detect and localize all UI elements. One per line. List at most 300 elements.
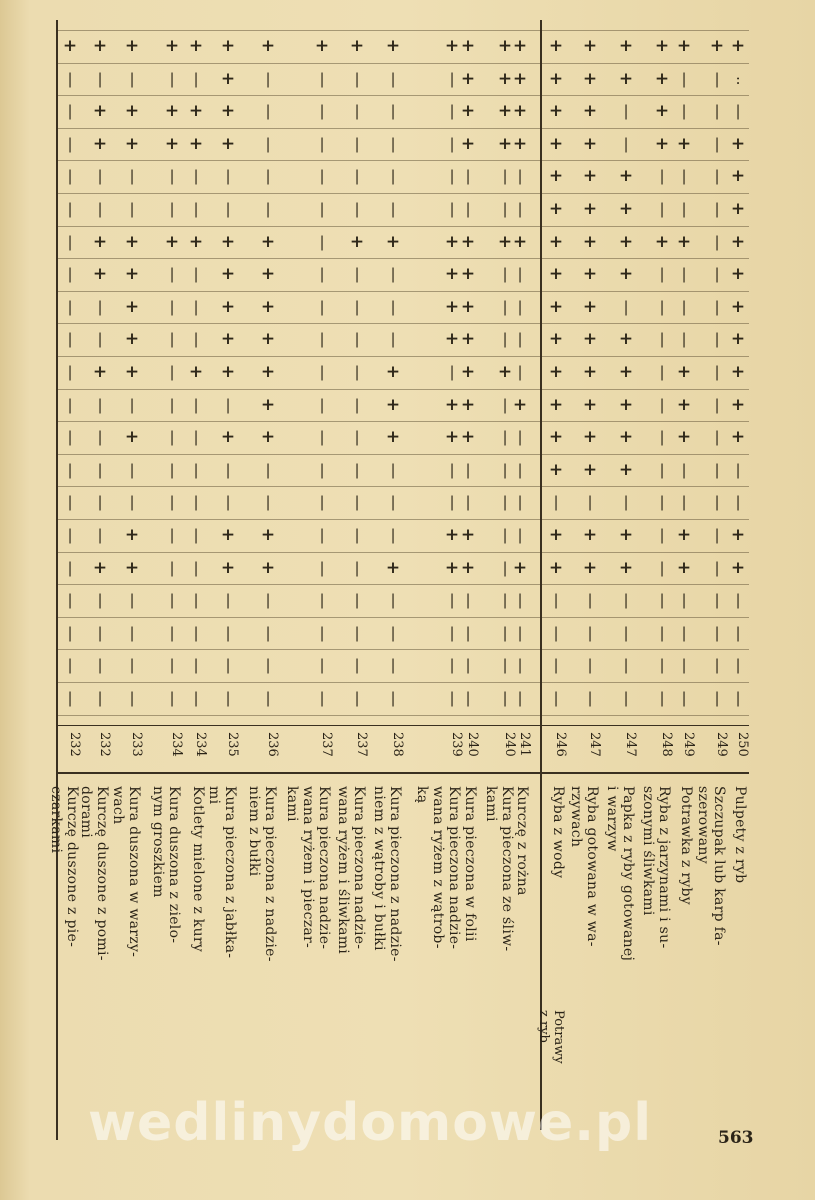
dash-mark: | (659, 265, 665, 284)
dash-mark: | (465, 689, 471, 707)
recipe-page-ref-cell (190, 732, 212, 792)
plus-mark: + (676, 525, 692, 545)
dash-mark: | (449, 623, 455, 642)
dash-mark: | (502, 297, 508, 316)
plus-mark: + (92, 101, 108, 122)
dash-mark: | (129, 167, 135, 186)
dash-mark: | (319, 526, 325, 544)
dish-name-line: Ryba z wody (550, 786, 566, 879)
dash-mark: | (390, 656, 396, 675)
dash-mark: | (390, 623, 396, 642)
plus-mark: + (582, 101, 598, 122)
plus-mark: + (164, 133, 180, 154)
row-divider (57, 128, 749, 129)
dash-mark: | (659, 330, 665, 349)
dash-mark: | (319, 363, 325, 381)
recipe-page-ref-cell (550, 732, 572, 792)
dash-mark: | (553, 689, 559, 707)
plus-mark: + (260, 329, 276, 350)
recipe-page-ref: 249 (681, 732, 696, 757)
dash-mark: | (354, 656, 360, 675)
dash-mark: | (681, 656, 687, 675)
plus-mark: + (124, 525, 140, 545)
plus-mark: + (460, 231, 476, 252)
dish-name-line: Kura pieczona nadzie- (351, 786, 367, 950)
dash-mark: | (319, 134, 325, 153)
dash-mark: | (390, 265, 396, 284)
dash-mark: | (449, 591, 455, 610)
dash-mark: | (169, 200, 175, 218)
dash-mark: | (225, 656, 231, 675)
dash-mark: | (714, 330, 720, 349)
dash-mark: | (354, 689, 360, 707)
dash-mark: | (681, 200, 687, 218)
dash-mark: | (169, 591, 175, 610)
recipe-page-ref: 237 (319, 732, 334, 757)
plus-mark: + (220, 231, 236, 252)
dash-mark: | (225, 623, 231, 642)
recipe-page-ref: 233 (129, 732, 144, 757)
row-divider (57, 389, 749, 390)
dash-mark: | (265, 493, 271, 512)
plus-mark: + (124, 296, 140, 317)
plus-mark: + (548, 36, 564, 56)
dash-mark: | (319, 232, 325, 251)
dish-name-line: nym groszkiem (150, 786, 166, 898)
plus-mark: + (730, 133, 746, 154)
plus-mark: + (497, 68, 513, 89)
dash-mark: | (319, 623, 325, 642)
row-divider (57, 715, 749, 716)
dash-mark: | (354, 330, 360, 349)
dash-mark: | (659, 460, 665, 479)
dash-mark: | (169, 428, 175, 447)
recipe-page-ref-cell (620, 732, 642, 792)
row-divider (57, 519, 749, 520)
dish-name-line: Szczupak lub karp fa- (711, 786, 727, 946)
plus-mark: + (512, 231, 528, 252)
plus-mark: + (260, 525, 276, 545)
dash-mark: | (502, 200, 508, 218)
dash-mark: | (714, 297, 720, 316)
dash-mark: | (97, 297, 103, 316)
plus-mark: + (730, 394, 746, 415)
dash-mark: | (659, 526, 665, 544)
dash-mark: | (354, 558, 360, 577)
plus-mark: + (220, 133, 236, 154)
dash-mark: | (681, 330, 687, 349)
plus-mark: + (188, 231, 204, 252)
dash-mark: | (129, 689, 135, 707)
plus-mark: + (582, 264, 598, 285)
plus-mark: + (548, 459, 564, 480)
plus-mark: + (497, 231, 513, 252)
plus-mark: + (654, 231, 670, 252)
dash-mark: | (319, 69, 325, 88)
dish-name-line: Kurczę duszone z pie- (64, 786, 80, 948)
dash-mark: | (169, 395, 175, 414)
dash-mark: | (225, 591, 231, 610)
plus-mark: + (548, 68, 564, 89)
dash-mark: | (714, 428, 720, 447)
plus-mark: + (582, 166, 598, 187)
plus-mark: + (349, 231, 365, 252)
dash-mark: | (390, 493, 396, 512)
dish-name-line: Kura pieczona ze śliw- (499, 786, 515, 952)
dash-mark: | (502, 330, 508, 349)
dash-mark: | (129, 460, 135, 479)
dash-mark: | (169, 297, 175, 316)
dash-mark: | (67, 69, 73, 88)
dash-mark: | (225, 460, 231, 479)
dash-mark: | (390, 167, 396, 186)
marks-end-rule (57, 725, 749, 726)
dash-mark: | (67, 363, 73, 381)
recipe-page-ref: 232 (97, 732, 112, 757)
plus-mark: + (618, 36, 634, 56)
plus-mark: + (730, 525, 746, 545)
dash-mark: | (714, 623, 720, 642)
dash-mark: | (553, 656, 559, 675)
dash-mark: | (354, 395, 360, 414)
dash-mark: | (193, 395, 199, 414)
dash-mark: | (623, 102, 629, 121)
plus-mark: + (385, 36, 401, 56)
plus-mark: + (618, 231, 634, 252)
plus-mark: + (582, 525, 598, 545)
dash-mark: | (67, 330, 73, 349)
dash-mark: | (623, 297, 629, 316)
dash-mark: | (623, 493, 629, 512)
dash-mark: | (97, 460, 103, 479)
plus-mark: + (124, 264, 140, 285)
plus-mark: + (618, 459, 634, 480)
dash-mark: | (735, 102, 741, 121)
recipe-page-ref-cell (711, 732, 733, 792)
plus-mark: + (314, 36, 330, 56)
plus-mark: + (385, 362, 401, 382)
plus-mark: + (220, 68, 236, 89)
plus-mark: + (460, 362, 476, 382)
dash-mark: | (517, 330, 523, 349)
plus-mark: + (582, 362, 598, 382)
dash-mark: | (623, 689, 629, 707)
dash-mark: | (265, 200, 271, 218)
dash-mark: | (169, 689, 175, 707)
plus-mark: + (618, 525, 634, 545)
row-divider (57, 486, 749, 487)
plus-mark: + (92, 264, 108, 285)
dash-mark: | (714, 167, 720, 186)
plus-mark: + (654, 68, 670, 89)
plus-mark: + (220, 264, 236, 285)
plus-mark: + (512, 36, 528, 56)
dash-mark: | (587, 656, 593, 675)
dash-mark: | (517, 689, 523, 707)
plus-mark: + (124, 557, 140, 578)
row-divider (57, 323, 749, 324)
dash-mark: | (319, 591, 325, 610)
dash-mark: | (659, 493, 665, 512)
row-divider (57, 160, 749, 161)
plus-mark: + (220, 525, 236, 545)
dash-mark: | (449, 689, 455, 707)
dash-mark: | (502, 591, 508, 610)
dash-mark: | (553, 493, 559, 512)
dash-mark: | (587, 689, 593, 707)
plus-mark: + (730, 166, 746, 187)
plus-mark: + (548, 525, 564, 545)
plus-mark: + (512, 101, 528, 122)
dash-mark: | (319, 689, 325, 707)
dash-mark: | (502, 558, 508, 577)
plus-mark: + (92, 231, 108, 252)
dash-mark: | (67, 232, 73, 251)
dash-mark: | (714, 232, 720, 251)
dash-mark: | (129, 69, 135, 88)
plus-mark: + (124, 231, 140, 252)
dash-mark: | (465, 493, 471, 512)
plus-mark: + (444, 394, 460, 415)
dash-mark: | (193, 167, 199, 186)
dash-mark: | (354, 297, 360, 316)
dish-name-line: Kura pieczona w folii (462, 786, 478, 942)
dash-mark: | (517, 297, 523, 316)
dash-mark: | (465, 623, 471, 642)
plus-mark: + (349, 36, 365, 56)
dash-mark: | (97, 69, 103, 88)
recipe-page-ref: 235 (225, 732, 240, 757)
plus-mark: + (548, 329, 564, 350)
dash-mark: | (354, 526, 360, 544)
dash-mark: | (354, 167, 360, 186)
recipe-page-ref-cell (584, 732, 606, 792)
dish-name-line: dorami (78, 786, 94, 838)
plus-mark: + (548, 296, 564, 317)
plus-mark: + (124, 329, 140, 350)
plus-mark: + (260, 264, 276, 285)
dash-mark: | (193, 69, 199, 88)
plus-mark: + (385, 394, 401, 415)
plus-mark: + (460, 264, 476, 285)
dash-mark: | (623, 591, 629, 610)
plus-mark: + (124, 133, 140, 154)
recipe-page-ref: 237 (354, 732, 369, 757)
dash-mark: | (517, 167, 523, 186)
plus-mark: + (92, 133, 108, 154)
dash-mark: | (265, 460, 271, 479)
dash-mark: | (193, 428, 199, 447)
plus-mark: + (460, 427, 476, 448)
dash-mark: | (714, 689, 720, 707)
plus-mark: + (582, 199, 598, 219)
recipe-page-ref-cell (166, 732, 188, 792)
recipe-page-ref-cell (351, 732, 373, 792)
plus-mark: + (460, 36, 476, 56)
dash-mark: | (265, 689, 271, 707)
dash-mark: | (390, 689, 396, 707)
row-divider (57, 649, 749, 650)
dash-mark: | (714, 526, 720, 544)
plus-mark: + (582, 459, 598, 480)
dash-mark: | (129, 200, 135, 218)
dash-mark: | (681, 167, 687, 186)
dash-mark: | (319, 493, 325, 512)
dish-name-line: Potrawka z ryby (678, 786, 694, 906)
plus-mark: + (444, 264, 460, 285)
plus-mark: + (124, 101, 140, 122)
plus-mark: + (730, 329, 746, 350)
dash-mark: | (714, 134, 720, 153)
plus-mark: + (220, 101, 236, 122)
dash-mark: | (517, 265, 523, 284)
plus-mark: + (444, 329, 460, 350)
dash-mark: | (587, 493, 593, 512)
dash-mark: | (193, 689, 199, 707)
dash-mark: | (681, 69, 687, 88)
dash-mark: : (735, 69, 741, 88)
dash-mark: | (169, 330, 175, 349)
dash-mark: | (553, 623, 559, 642)
plus-mark: + (460, 394, 476, 415)
dash-mark: | (390, 102, 396, 121)
plus-mark: + (460, 525, 476, 545)
plus-mark: + (582, 68, 598, 89)
plus-mark: + (548, 101, 564, 122)
recipe-page-ref: 239 (449, 732, 464, 757)
dash-mark: | (354, 200, 360, 218)
dash-mark: | (714, 363, 720, 381)
dash-mark: | (193, 493, 199, 512)
plus-mark: + (618, 362, 634, 382)
row-divider (57, 356, 749, 357)
plus-mark: + (164, 101, 180, 122)
dish-name-line: wach (110, 786, 126, 825)
dash-mark: | (193, 265, 199, 284)
dash-mark: | (265, 167, 271, 186)
plus-mark: + (188, 133, 204, 154)
plus-mark: + (548, 231, 564, 252)
dash-mark: | (225, 167, 231, 186)
plus-mark: + (676, 557, 692, 578)
plus-mark: + (444, 557, 460, 578)
dash-mark: | (319, 200, 325, 218)
watermark: wedlinydomowe.pl (88, 1093, 653, 1153)
dash-mark: | (265, 591, 271, 610)
plus-mark: + (709, 36, 725, 56)
plus-mark: + (582, 231, 598, 252)
dash-mark: | (319, 265, 325, 284)
plus-mark: + (220, 36, 236, 56)
plus-mark: + (582, 296, 598, 317)
plus-mark: + (618, 427, 634, 448)
dash-mark: | (169, 623, 175, 642)
dash-mark: | (354, 493, 360, 512)
plus-mark: + (730, 36, 746, 56)
dash-mark: | (169, 363, 175, 381)
dash-mark: | (169, 656, 175, 675)
dash-mark: | (449, 69, 455, 88)
dash-mark: | (517, 591, 523, 610)
recipe-page-ref-cell (262, 732, 284, 792)
dash-mark: | (67, 460, 73, 479)
dash-mark: | (681, 460, 687, 479)
row-divider (57, 95, 749, 96)
recipe-page-ref: 238 (390, 732, 405, 757)
dash-mark: | (735, 689, 741, 707)
dash-mark: | (67, 102, 73, 121)
dash-mark: | (714, 558, 720, 577)
plus-mark: + (92, 557, 108, 578)
dash-mark: | (502, 526, 508, 544)
dish-name-line: rzywach (568, 786, 584, 848)
dash-mark: | (67, 297, 73, 316)
dash-mark: | (390, 297, 396, 316)
dash-mark: | (129, 395, 135, 414)
plus-mark: + (548, 264, 564, 285)
dash-mark: | (517, 526, 523, 544)
plus-mark: + (512, 394, 528, 415)
dish-name-line: Kura duszona w warzy- (126, 786, 142, 958)
plus-mark: + (618, 557, 634, 578)
plus-mark: + (385, 557, 401, 578)
dash-mark: | (659, 297, 665, 316)
dash-mark: | (587, 623, 593, 642)
dash-mark: | (659, 558, 665, 577)
plus-mark: + (618, 199, 634, 219)
dash-mark: | (354, 265, 360, 284)
plus-mark: + (385, 427, 401, 448)
dash-mark: | (265, 69, 271, 88)
dash-mark: | (67, 134, 73, 153)
dash-mark: | (735, 493, 741, 512)
plus-mark: + (618, 394, 634, 415)
recipe-page-ref: 234 (169, 732, 184, 757)
dish-name-line: Kurczę z rożna (514, 786, 530, 896)
row-divider (57, 552, 749, 553)
dash-mark: | (390, 200, 396, 218)
plus-mark: + (460, 101, 476, 122)
dash-mark: | (67, 591, 73, 610)
row-divider (57, 193, 749, 194)
plus-mark: + (548, 199, 564, 219)
dash-mark: | (319, 395, 325, 414)
plus-mark: + (260, 231, 276, 252)
plus-mark: + (618, 68, 634, 89)
dash-mark: | (465, 591, 471, 610)
dash-mark: | (449, 200, 455, 218)
plus-mark: + (676, 362, 692, 382)
plus-mark: + (164, 231, 180, 252)
row-divider (57, 682, 749, 683)
dash-mark: | (354, 428, 360, 447)
group-label: z ryb (536, 1010, 551, 1043)
dash-mark: | (465, 167, 471, 186)
dash-mark: | (681, 623, 687, 642)
dash-mark: | (449, 167, 455, 186)
dash-mark: | (67, 526, 73, 544)
dash-mark: | (390, 134, 396, 153)
recipe-page-ref: 234 (193, 732, 208, 757)
row-divider (57, 30, 749, 31)
dash-mark: | (67, 265, 73, 284)
plus-mark: + (188, 362, 204, 382)
dish-name-line: mi (206, 786, 222, 805)
plus-mark: + (730, 199, 746, 219)
dash-mark: | (319, 656, 325, 675)
dash-mark: | (169, 493, 175, 512)
plus-mark: + (654, 101, 670, 122)
